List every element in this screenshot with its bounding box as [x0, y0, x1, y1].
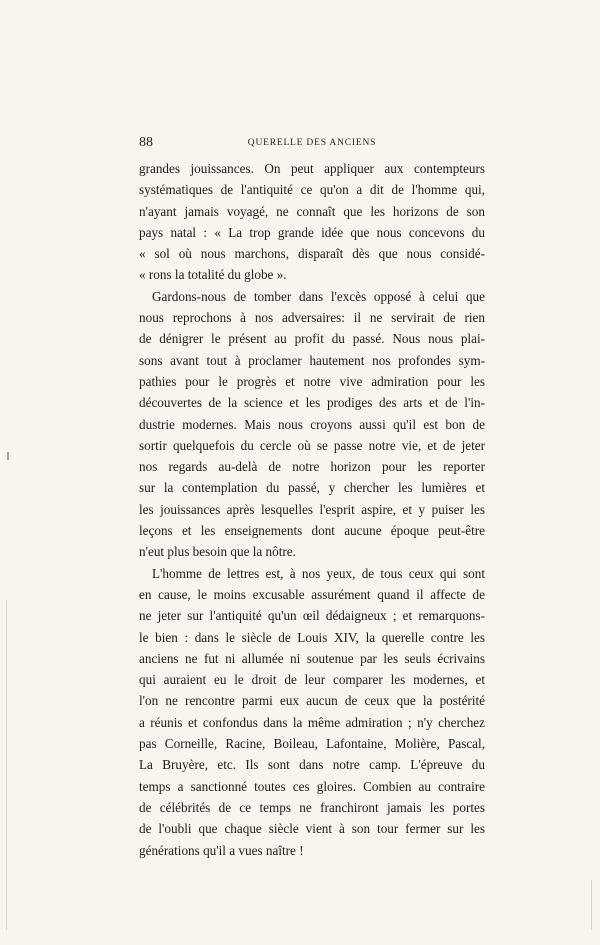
text-line: les jouissances après lesquelles l'esprit aspire, et y puiser les	[139, 501, 485, 517]
paragraph	[139, 563, 485, 861]
text-line: systématiques de l'antiquité ce qu'on a dit de l'homme qui,	[139, 182, 485, 198]
text-line: Gardons-nous de tomber dans l'excès opposé à celui que	[152, 288, 485, 304]
scan-edge-left	[6, 600, 7, 930]
running-title: QUERELLE DES ANCIENS	[247, 138, 377, 148]
text-line: pathies pour le progrès et notre vive admiration pour les	[139, 373, 485, 389]
text-line: nos regards au-delà de notre horizon pour les reporter	[139, 459, 485, 475]
text-line: L'homme de lettres est, à nos yeux, de tous ceux qui sont	[152, 565, 485, 581]
text-line: en cause, le moins excusable assurément quand il affecte de	[139, 586, 485, 602]
text-line: de célébrités de ce temps ne franchiront jamais les portes	[139, 799, 485, 815]
text-line: ne jeter sur l'antiquité qu'un œil dédaigneux ; et remarquons-	[139, 608, 485, 624]
text-line: leçons et les enseignements dont aucune époque peut-être	[139, 523, 485, 539]
text-line: « rons la totalité du globe ».	[139, 267, 287, 283]
text-line: pas Corneille, Racine, Boileau, Lafontaine, Molière, Pascal,	[139, 736, 485, 752]
paragraph	[139, 158, 485, 286]
text-line: La Bruyère, etc. Ils sont dans notre camp. L'épreuve du	[139, 757, 485, 773]
text-line: « sol où nous marchons, disparaît dès que nous considé-	[139, 246, 485, 262]
text-line: pays natal : « La trop grande idée que nous concevons du	[139, 224, 485, 240]
text-line: découvertes de la science et les prodiges des arts et de l'in-	[139, 395, 485, 411]
page-header	[139, 135, 485, 155]
text-line: générations qu'il a vues naître !	[139, 842, 304, 858]
text-line: dustrie modernes. Mais nous croyons aussi qu'il est bon de	[139, 416, 485, 432]
text-line: n'eut plus besoin que la nôtre.	[139, 544, 296, 560]
text-line: a réunis et confondus dans la même admiration ; n'y cherchez	[139, 714, 485, 730]
margin-mark	[7, 452, 9, 460]
text-line: l'on ne rencontre parmi eux aucun de ceux que la postérité	[139, 693, 485, 709]
body-text	[139, 158, 485, 861]
text-line: anciens ne fut ni allumée ni soutenue par les seuls écrivains	[139, 650, 485, 666]
text-line: le bien : dans le siècle de Louis XIV, la querelle contre les	[139, 629, 485, 645]
text-line: sur la contemplation du passé, y chercher les lumières et	[139, 480, 485, 496]
page-number: 88	[139, 135, 153, 150]
text-line: de l'oubli que chaque siècle vient à son tour fermer sur les	[139, 821, 485, 837]
text-line: nous reprochons à nos adversaires: il ne servirait de rien	[139, 310, 485, 326]
text-line: qui auraient eu le droit de leur comparer les modernes, et	[139, 672, 485, 688]
text-line: temps a sanctionné toutes ces gloires. Combien au contraire	[139, 778, 485, 794]
text-line: sortir quelquefois du cercle où se passe notre vie, et de jeter	[139, 437, 485, 453]
scan-edge-right	[591, 880, 592, 930]
paragraph	[139, 286, 485, 563]
text-line: n'ayant jamais voyagé, ne connaît que les horizons de son	[139, 203, 485, 219]
text-line: de dénigrer le présent au profit du passé. Nous nous plai-	[139, 331, 485, 347]
text-line: sons avant tout à proclamer hautement nos profondes sym-	[139, 352, 485, 368]
text-line: grandes jouissances. On peut appliquer aux contempteurs	[139, 161, 485, 176]
